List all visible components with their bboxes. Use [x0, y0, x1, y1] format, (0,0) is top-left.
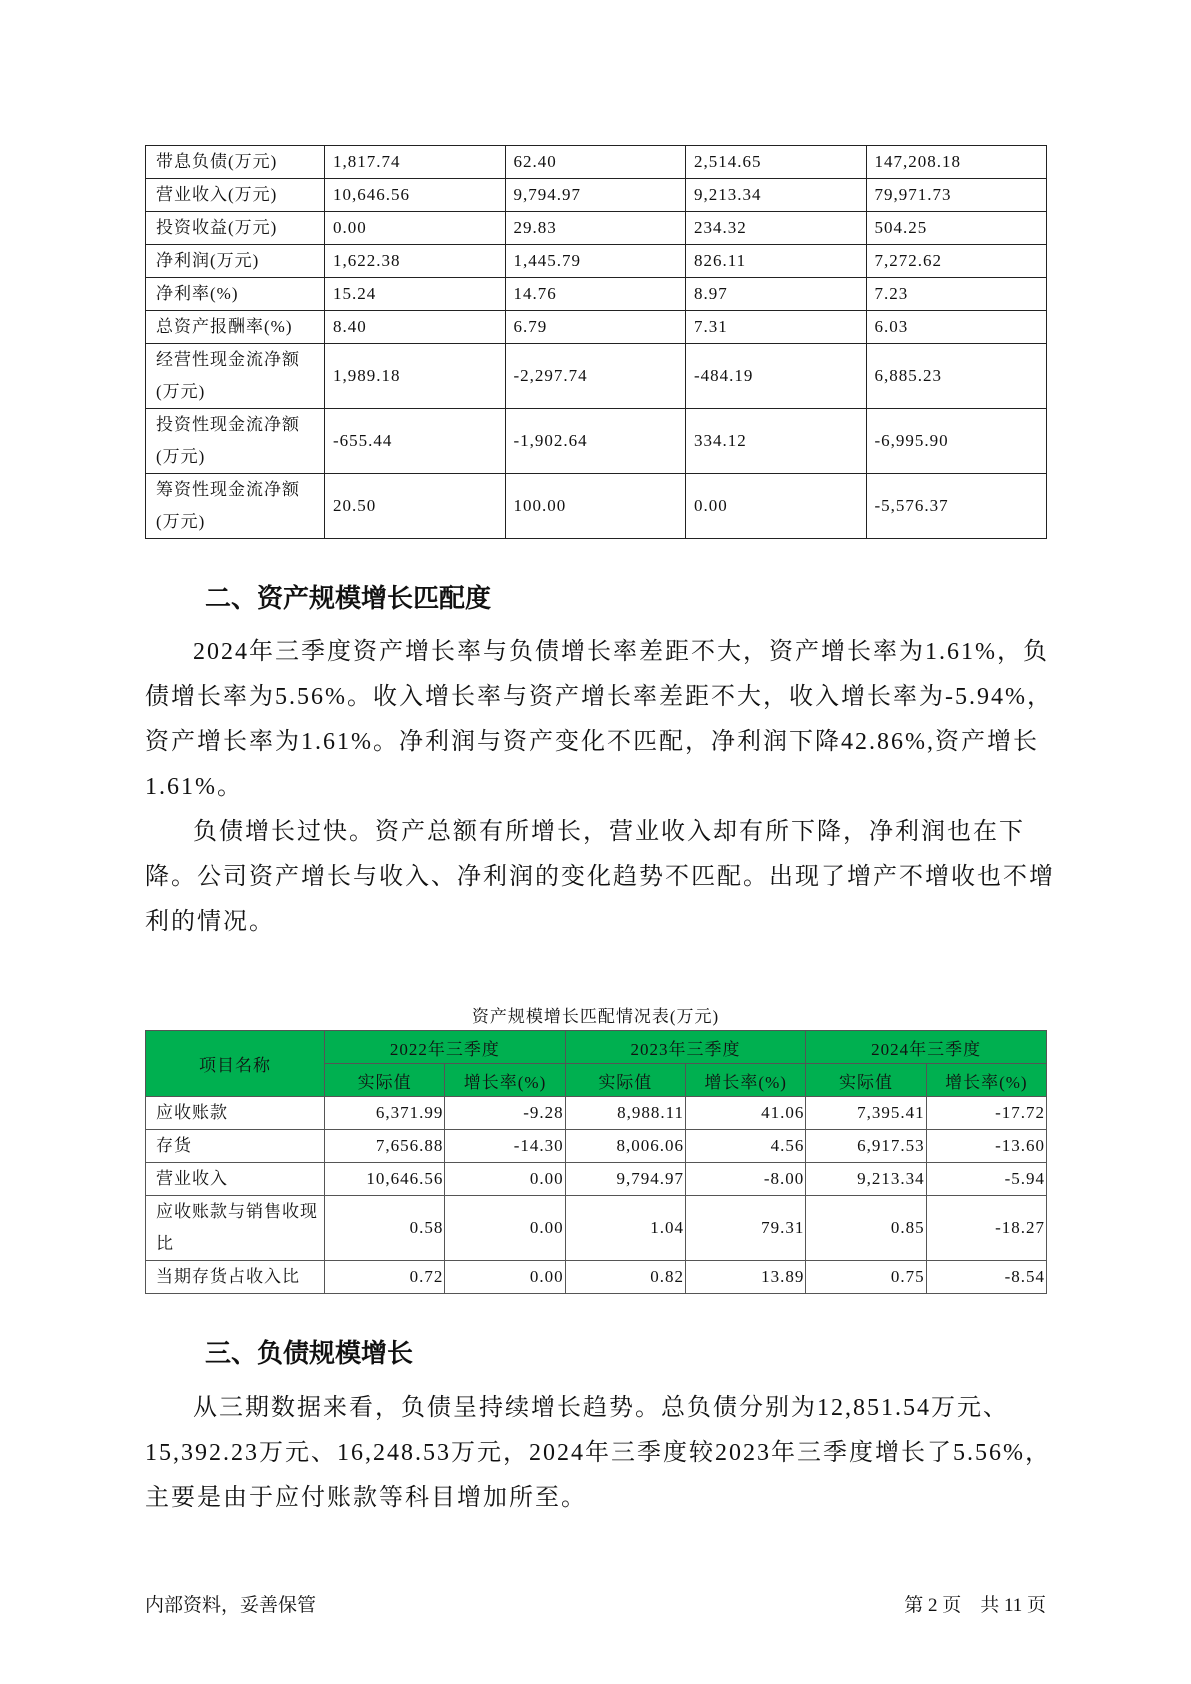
- cell-value: -8.00: [685, 1163, 805, 1196]
- cell-value: 7,656.88: [325, 1130, 445, 1163]
- section2-heading: 二、资产规模增长匹配度: [205, 584, 492, 614]
- cell-value: 7,272.62: [866, 245, 1047, 278]
- row-label: 应收账款与销售收现比: [146, 1196, 325, 1261]
- row-label: 净利润(万元): [146, 245, 325, 278]
- cell-value: 6,371.99: [325, 1097, 445, 1130]
- cell-value: 7.31: [686, 311, 867, 344]
- cell-value: 9,213.34: [806, 1163, 926, 1196]
- row-label: 筹资性现金流净额(万元): [146, 474, 325, 539]
- cell-value: 100.00: [505, 474, 686, 539]
- cell-value: 13.89: [685, 1261, 805, 1294]
- cell-value: -2,297.74: [505, 344, 686, 409]
- financial-table: [145, 145, 1047, 539]
- cell-value: 4.56: [685, 1130, 805, 1163]
- cell-value: -6,995.90: [866, 409, 1047, 474]
- cell-value: 15.24: [325, 278, 506, 311]
- cell-value: 6,917.53: [806, 1130, 926, 1163]
- row-label: 净利率(%): [146, 278, 325, 311]
- table-row: [146, 146, 1047, 179]
- cell-value: -13.60: [926, 1130, 1046, 1163]
- cell-value: 79.31: [685, 1196, 805, 1261]
- cell-value: 7,395.41: [806, 1097, 926, 1130]
- section2-para1: 2024年三季度资产增长率与负债增长率差距不大，资产增长率为1.61%，负债增长率为5.56%。收入增长率与资产增长率差距不大，收入增长率为-5.94%，资产增长率为1.61%。净利润与资产变化不匹配，净利润下降42.86%,资产增长1.61%。: [145, 639, 1053, 800]
- cell-value: 6,885.23: [866, 344, 1047, 409]
- cell-value: 6.03: [866, 311, 1047, 344]
- cell-value: 9,794.97: [565, 1163, 685, 1196]
- header-period: 2022年三季度: [325, 1031, 566, 1064]
- cell-value: 29.83: [505, 212, 686, 245]
- cell-value: 6.79: [505, 311, 686, 344]
- cell-value: 62.40: [505, 146, 686, 179]
- table-row: [146, 409, 1047, 474]
- cell-value: 0.75: [806, 1261, 926, 1294]
- cell-value: 0.82: [565, 1261, 685, 1294]
- row-label: 投资性现金流净额(万元): [146, 409, 325, 474]
- cell-value: -5.94: [926, 1163, 1046, 1196]
- cell-value: 7.23: [866, 278, 1047, 311]
- table-row: [146, 212, 1047, 245]
- cell-value: 334.12: [686, 409, 867, 474]
- cell-value: 8,006.06: [565, 1130, 685, 1163]
- row-label: 带息负债(万元): [146, 146, 325, 179]
- cell-value: 9,213.34: [686, 179, 867, 212]
- cell-value: 14.76: [505, 278, 686, 311]
- cell-value: -8.54: [926, 1261, 1046, 1294]
- row-label: 存货: [146, 1130, 325, 1163]
- table-row: [146, 1097, 1047, 1130]
- cell-value: 0.00: [325, 212, 506, 245]
- cell-value: 1.04: [565, 1196, 685, 1261]
- cell-value: 0.00: [686, 474, 867, 539]
- table-row: [146, 179, 1047, 212]
- row-label: 营业收入: [146, 1163, 325, 1196]
- cell-value: -484.19: [686, 344, 867, 409]
- header-row: [146, 1031, 1047, 1064]
- footer-page-number: 第 2 页 共 11 页: [904, 1595, 1046, 1616]
- table-row: [146, 245, 1047, 278]
- cell-value: -14.30: [445, 1130, 565, 1163]
- row-label: 经营性现金流净额(万元): [146, 344, 325, 409]
- header-period: 2024年三季度: [806, 1031, 1047, 1064]
- cell-value: 10,646.56: [325, 179, 506, 212]
- header-item: 项目名称: [146, 1031, 325, 1097]
- header-growth: 增长率(%): [926, 1064, 1046, 1097]
- cell-value: 234.32: [686, 212, 867, 245]
- header-actual: 实际值: [806, 1064, 926, 1097]
- table-row: [146, 278, 1047, 311]
- cell-value: -18.27: [926, 1196, 1046, 1261]
- cell-value: 0.85: [806, 1196, 926, 1261]
- cell-value: 8.97: [686, 278, 867, 311]
- cell-value: -655.44: [325, 409, 506, 474]
- cell-value: 504.25: [866, 212, 1047, 245]
- row-label: 营业收入(万元): [146, 179, 325, 212]
- table-row: [146, 474, 1047, 539]
- cell-value: 79,971.73: [866, 179, 1047, 212]
- cell-value: 0.72: [325, 1261, 445, 1294]
- cell-value: 1,989.18: [325, 344, 506, 409]
- cell-value: 147,208.18: [866, 146, 1047, 179]
- header-growth: 增长率(%): [445, 1064, 565, 1097]
- cell-value: 0.00: [445, 1261, 565, 1294]
- cell-value: 20.50: [325, 474, 506, 539]
- section3-heading: 三、负债规模增长: [205, 1339, 414, 1369]
- cell-value: 41.06: [685, 1097, 805, 1130]
- cell-value: 0.58: [325, 1196, 445, 1261]
- section2-para2: 负债增长过快。资产总额有所增长，营业收入却有所下降，净利润也在下降。公司资产增长与收入、净利润的变化趋势不匹配。出现了增产不增收也不增利的情况。: [145, 819, 1055, 935]
- table-row: [146, 311, 1047, 344]
- cell-value: 0.00: [445, 1163, 565, 1196]
- cell-value: 8,988.11: [565, 1097, 685, 1130]
- cell-value: 10,646.56: [325, 1163, 445, 1196]
- asset-growth-table: [145, 1030, 1047, 1294]
- cell-value: 826.11: [686, 245, 867, 278]
- table2-caption: 资产规模增长匹配情况表(万元): [471, 1007, 720, 1026]
- section3-para1: 从三期数据来看，负债呈持续增长趋势。总负债分别为12,851.54万元、15,392.23万元、16,248.53万元，2024年三季度较2023年三季度增长了5.56%，主要是由于应付账款等科目增加所至。: [145, 1395, 1051, 1511]
- cell-value: 0.00: [445, 1196, 565, 1261]
- header-growth: 增长率(%): [685, 1064, 805, 1097]
- cell-value: -1,902.64: [505, 409, 686, 474]
- header-period: 2023年三季度: [565, 1031, 806, 1064]
- cell-value: -17.72: [926, 1097, 1046, 1130]
- cell-value: -5,576.37: [866, 474, 1047, 539]
- header-actual: 实际值: [325, 1064, 445, 1097]
- row-label: 总资产报酬率(%): [146, 311, 325, 344]
- cell-value: 1,622.38: [325, 245, 506, 278]
- row-label: 投资收益(万元): [146, 212, 325, 245]
- footer-left: 内部资料，妥善保管: [145, 1595, 317, 1616]
- cell-value: 9,794.97: [505, 179, 686, 212]
- table-row: [146, 1196, 1047, 1261]
- table-row: [146, 1261, 1047, 1294]
- table-row: [146, 1130, 1047, 1163]
- cell-value: 2,514.65: [686, 146, 867, 179]
- row-label: 应收账款: [146, 1097, 325, 1130]
- header-actual: 实际值: [565, 1064, 685, 1097]
- table-row: [146, 344, 1047, 409]
- table-row: [146, 1163, 1047, 1196]
- row-label: 当期存货占收入比: [146, 1261, 325, 1294]
- cell-value: 1,445.79: [505, 245, 686, 278]
- cell-value: 1,817.74: [325, 146, 506, 179]
- cell-value: 8.40: [325, 311, 506, 344]
- cell-value: -9.28: [445, 1097, 565, 1130]
